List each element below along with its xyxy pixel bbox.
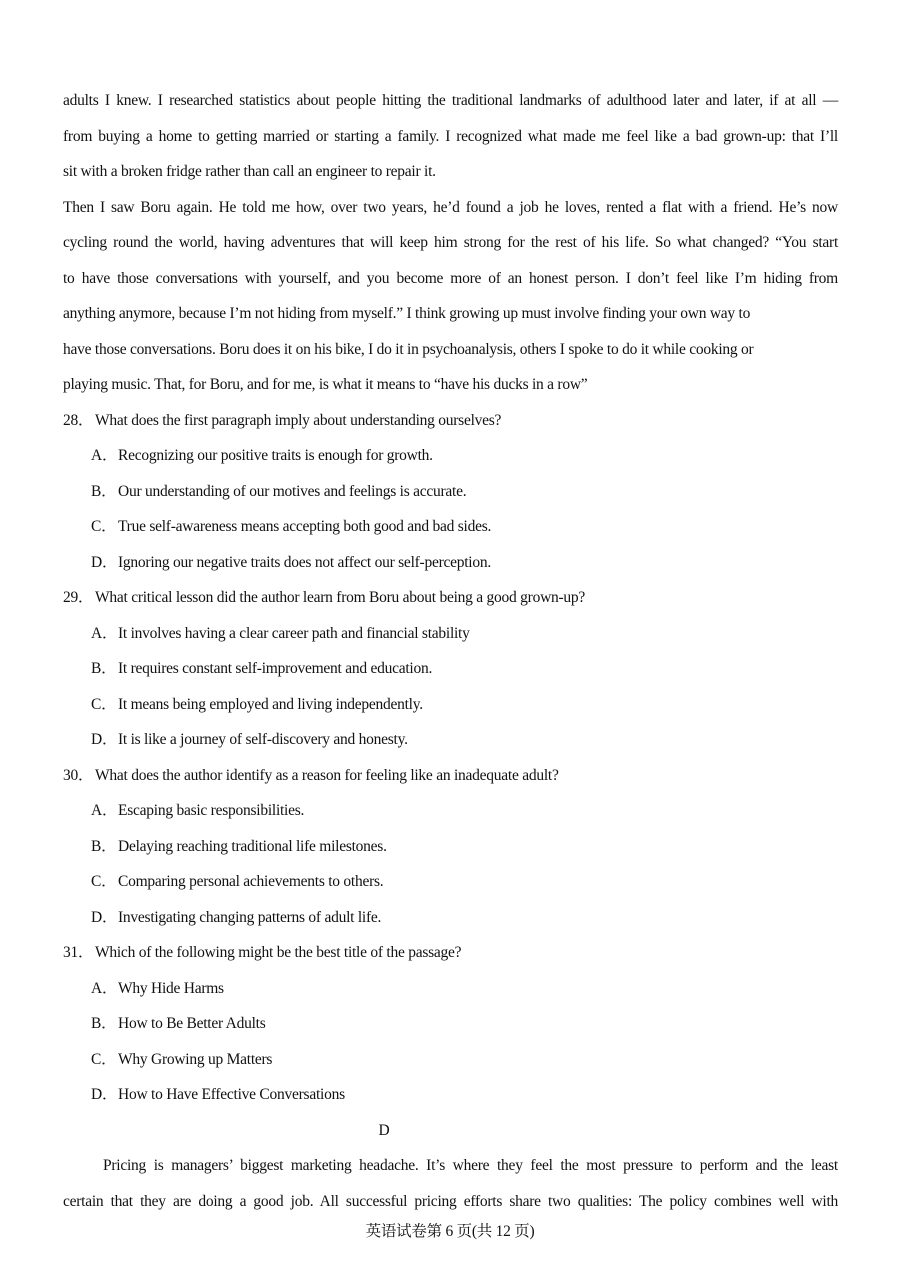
question-text: What does the author identify as a reason for feeling like an inadequate adult?	[95, 767, 559, 784]
passage-line: from buying a home to getting married or starting a family. I recognized what made me feel like a bad grown-up: that I’ll	[63, 128, 838, 145]
passage-line: playing music. That, for Boru, and for me, is what it means to “have his ducks in a row”	[63, 376, 588, 393]
option-letter: B．	[91, 1015, 117, 1032]
page-footer: 英语试卷第 6 页(共 12 页)	[365, 1223, 535, 1240]
option-31-d[interactable]	[91, 1085, 345, 1105]
option-30-d[interactable]	[91, 908, 381, 928]
question-number: 30．	[63, 767, 94, 784]
option-letter: D．	[91, 909, 118, 926]
passage-line: sit with a broken fridge rather than call an engineer to repair it.	[63, 163, 436, 180]
option-text: How to Have Effective Conversations	[118, 1086, 345, 1103]
option-letter: D．	[91, 1086, 118, 1103]
question-number: 31．	[63, 944, 94, 961]
option-30-c[interactable]	[91, 872, 383, 892]
option-text: It means being employed and living independently.	[118, 696, 423, 713]
option-31-c[interactable]	[91, 1050, 272, 1070]
option-letter: C．	[91, 696, 117, 713]
option-28-c[interactable]	[91, 517, 491, 537]
question-29	[63, 588, 838, 608]
option-letter: C．	[91, 1051, 117, 1068]
option-29-b[interactable]	[91, 659, 432, 679]
passage-line: have those conversations. Boru does it on his bike, I do it in psychoanalysis, others I spoke to do it while cooking or	[63, 341, 754, 358]
option-text: Recognizing our positive traits is enough for growth.	[118, 447, 433, 464]
option-text: How to Be Better Adults	[118, 1015, 266, 1032]
option-28-b[interactable]	[91, 482, 466, 502]
option-letter: D．	[91, 731, 118, 748]
option-28-a[interactable]	[91, 446, 433, 466]
option-text: Ignoring our negative traits does not affect our self-perception.	[118, 554, 491, 571]
option-text: Our understanding of our motives and feelings is accurate.	[118, 483, 467, 500]
option-letter: B．	[91, 660, 117, 677]
passage-line: anything anymore, because I’m not hiding from myself.” I think growing up must involve finding your own way to	[63, 305, 751, 322]
question-number: 28．	[63, 412, 94, 429]
option-29-c[interactable]	[91, 695, 423, 715]
option-29-d[interactable]	[91, 730, 408, 750]
option-text: Delaying reaching traditional life milestones.	[118, 838, 387, 855]
option-letter: C．	[91, 873, 117, 890]
option-letter: A．	[91, 447, 118, 464]
option-text: Why Hide Harms	[118, 980, 224, 997]
passage-line: Then I saw Boru again. He told me how, over two years, he’d found a job he loves, rented a flat with a friend. He’s now	[63, 199, 838, 216]
question-text: Which of the following might be the best title of the passage?	[95, 944, 462, 961]
question-text: What critical lesson did the author learn from Boru about being a good grown-up?	[95, 589, 586, 606]
option-31-a[interactable]	[91, 979, 224, 999]
option-31-b[interactable]	[91, 1014, 266, 1034]
passage-line: Pricing is managers’ biggest marketing headache. It’s where they feel the most pressure to perform and the least	[103, 1157, 838, 1174]
passage-line: to have those conversations with yourself, and you become more of an honest person. I don’t feel like I’m hiding from	[63, 270, 838, 287]
question-text: What does the first paragraph imply about understanding ourselves?	[95, 412, 502, 429]
option-text: Investigating changing patterns of adult life.	[118, 909, 382, 926]
option-letter: A．	[91, 980, 118, 997]
option-29-a[interactable]	[91, 624, 470, 644]
option-letter: B．	[91, 483, 117, 500]
option-text: Comparing personal achievements to others.	[118, 873, 384, 890]
section-heading: D	[378, 1122, 390, 1139]
option-text: Escaping basic responsibilities.	[118, 802, 305, 819]
option-letter: A．	[91, 625, 118, 642]
question-28	[63, 411, 838, 431]
passage-line: adults I knew. I researched statistics about people hitting the traditional landmarks of adulthood later and later, if at all —	[63, 92, 838, 109]
option-30-a[interactable]	[91, 801, 304, 821]
question-number: 29．	[63, 589, 94, 606]
question-31	[63, 943, 838, 963]
option-letter: C．	[91, 518, 117, 535]
question-30	[63, 766, 838, 786]
option-30-b[interactable]	[91, 837, 387, 857]
option-letter: D．	[91, 554, 118, 571]
option-text: It requires constant self-improvement and education.	[118, 660, 433, 677]
passage-line: certain that they are doing a good job. All successful pricing efforts share two qualities: The policy combines well with	[63, 1193, 838, 1210]
option-text: It involves having a clear career path and financial stability	[118, 625, 470, 642]
option-text: True self-awareness means accepting both good and bad sides.	[118, 518, 492, 535]
option-text: Why Growing up Matters	[118, 1051, 273, 1068]
passage-line: cycling round the world, having adventures that will keep him strong for the rest of his life. So what changed? “You start	[63, 234, 838, 251]
option-text: It is like a journey of self-discovery and honesty.	[118, 731, 408, 748]
option-letter: A．	[91, 802, 118, 819]
option-28-d[interactable]	[91, 553, 491, 573]
option-letter: B．	[91, 838, 117, 855]
